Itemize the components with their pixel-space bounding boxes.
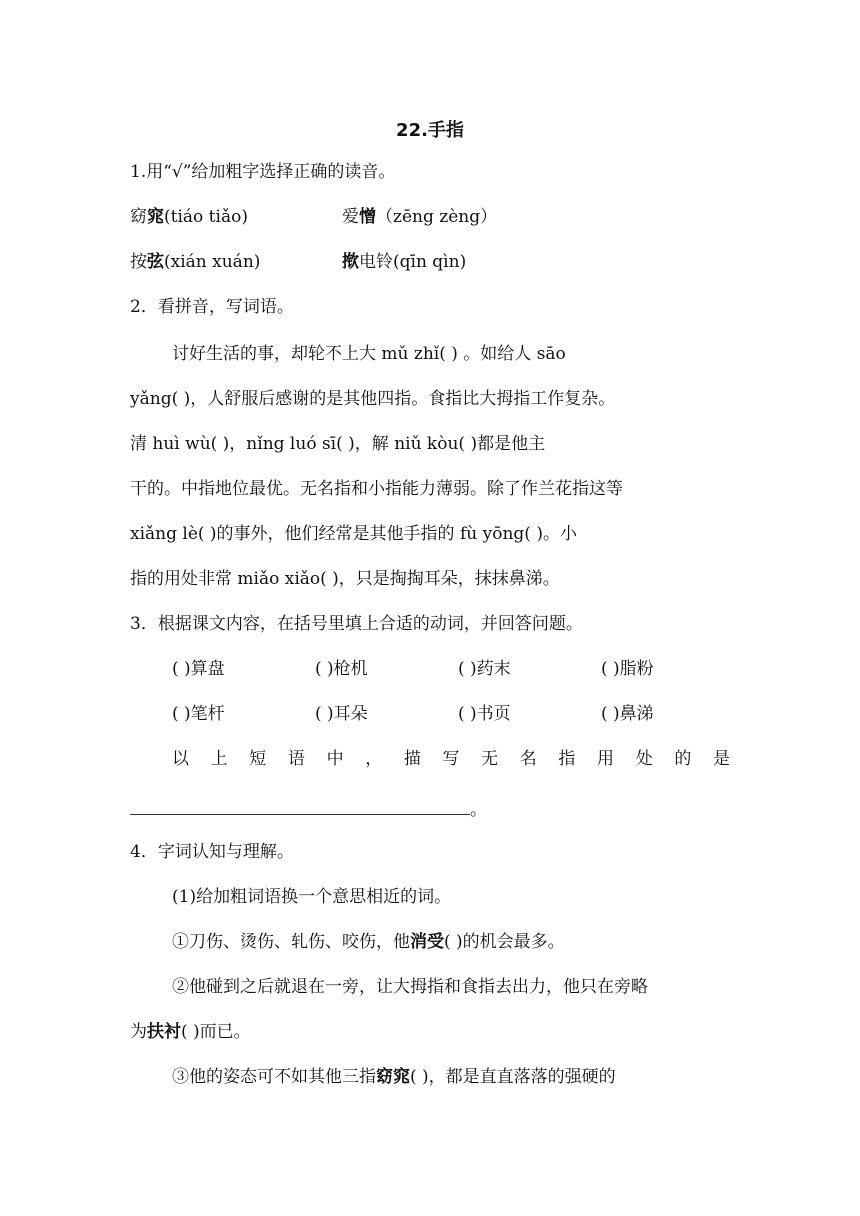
q3-prompt: 3．根据课文内容，在括号里填上合适的动词，并回答问题。 [130, 614, 583, 634]
q1-item-3 [130, 250, 260, 274]
q4-sentence-2-line-2 [130, 1020, 251, 1044]
q3-question-char: 是 [712, 749, 730, 769]
q3-question-char: 写 [442, 749, 460, 769]
q3-phrase: ( )笔杆 [172, 704, 225, 724]
q1-item-4-options: 电铃(qīn qìn) [359, 252, 467, 272]
q4-sentence-2-line-1: ②他碰到之后就退在一旁，让大拇指和食指去出力，他只在旁略 [172, 977, 648, 997]
q3-phrase: ( )鼻涕 [601, 704, 654, 724]
q3-question-char: 指 [558, 749, 576, 769]
q2-passage-line-1: 讨好生活的事，却轮不上大 mǔ zhǐ( ) 。如给人 sāo [172, 344, 566, 364]
q1-item-1-pre: 窈 [130, 207, 147, 227]
q4-s3-bold: 窈窕 [376, 1067, 410, 1087]
q3-phrase: ( )药末 [458, 659, 511, 679]
q3-question-char: 描 [403, 749, 421, 769]
q1-prompt: 1.用“√”给加粗字选择正确的读音。 [130, 162, 396, 182]
q2-prompt: 2．看拼音，写词语。 [130, 297, 294, 317]
q3-question-char: ， [365, 749, 383, 769]
q1-item-1 [130, 205, 248, 229]
q3-question-char: 名 [519, 749, 537, 769]
q4-s3-pre: ③他的姿态可不如其他三指 [172, 1067, 376, 1087]
q2-passage-line-2: yǎng( )，人舒服后感谢的是其他四指。食指比大拇指工作复杂。 [130, 389, 616, 409]
q4-s1-pre: ①刀伤、烫伤、轧伤、咬伤，他 [172, 932, 410, 952]
q3-question [172, 747, 730, 771]
page-title: 22.手指 [396, 120, 464, 141]
q2-passage-line-5: xiǎng lè( )的事外，他们经常是其他手指的 fù yōng( )。小 [130, 524, 577, 544]
q3-phrase-row-1 [172, 657, 744, 681]
q1-item-2-options: （zēng zèng） [376, 207, 498, 227]
q3-question-char: 无 [481, 749, 499, 769]
q3-phrase: ( )枪机 [315, 659, 368, 679]
q2-passage-line-4: 干的。中指地位最优。无名指和小指能力薄弱。除了作兰花指这等 [130, 479, 623, 499]
q3-phrase: ( )算盘 [172, 659, 225, 679]
q3-question-char: 上 [210, 749, 228, 769]
q4-prompt: 4．字词认知与理解。 [130, 842, 294, 862]
q3-phrase: ( )脂粉 [601, 659, 654, 679]
q1-item-2 [342, 205, 497, 229]
q3-phrase: ( )耳朵 [315, 704, 368, 724]
q1-item-4 [342, 250, 466, 274]
q1-item-2-bold: 憎 [359, 207, 376, 227]
q1-item-4-bold: 揿 [342, 252, 359, 272]
q4-s1-post: ( )的机会最多。 [444, 932, 565, 952]
q3-phrase-row-2 [172, 702, 744, 726]
q1-item-3-pre: 按 [130, 252, 147, 272]
q3-question-char: 用 [597, 749, 615, 769]
q1-item-1-bold: 窕 [147, 207, 164, 227]
q2-passage-line-6: 指的用处非常 miǎo xiǎo( )，只是掏掏耳朵，抹抹鼻涕。 [130, 569, 560, 589]
q1-item-2-pre: 爱 [342, 207, 359, 227]
q3-question-char: 的 [674, 749, 692, 769]
q4-sentence-3 [172, 1065, 616, 1089]
q3-question-char: 短 [249, 749, 267, 769]
answer-blank[interactable] [130, 802, 470, 815]
q1-item-3-bold: 弦 [147, 252, 164, 272]
q4-s2-pre: 为 [130, 1022, 147, 1042]
q1-item-3-options: (xián xuán) [164, 252, 261, 272]
q1-item-1-options: (tiáo tiǎo) [164, 207, 248, 227]
q3-question-char: 中 [326, 749, 344, 769]
q3-phrase: ( )书页 [458, 704, 511, 724]
q2-passage-line-3: 清 huì wù( )，nǐng luó sī( )，解 niǔ kòu( )都是他主 [130, 434, 546, 454]
q3-question-char: 语 [287, 749, 305, 769]
q3-answer-end: 。 [470, 800, 487, 820]
q4-s2-post: ( )而已。 [181, 1022, 251, 1042]
q3-question-char: 以 [172, 749, 189, 769]
q3-answer-line [130, 798, 487, 822]
q4-sentence-1 [172, 930, 565, 954]
q4-s3-post: ( )，都是直直落落的强硬的 [410, 1067, 616, 1087]
q3-question-char: 处 [635, 749, 653, 769]
q4-s2-bold: 扶衬 [147, 1022, 181, 1042]
q4-s1-bold: 消受 [410, 932, 444, 952]
q4-sub-prompt: (1)给加粗词语换一个意思相近的词。 [172, 887, 452, 907]
